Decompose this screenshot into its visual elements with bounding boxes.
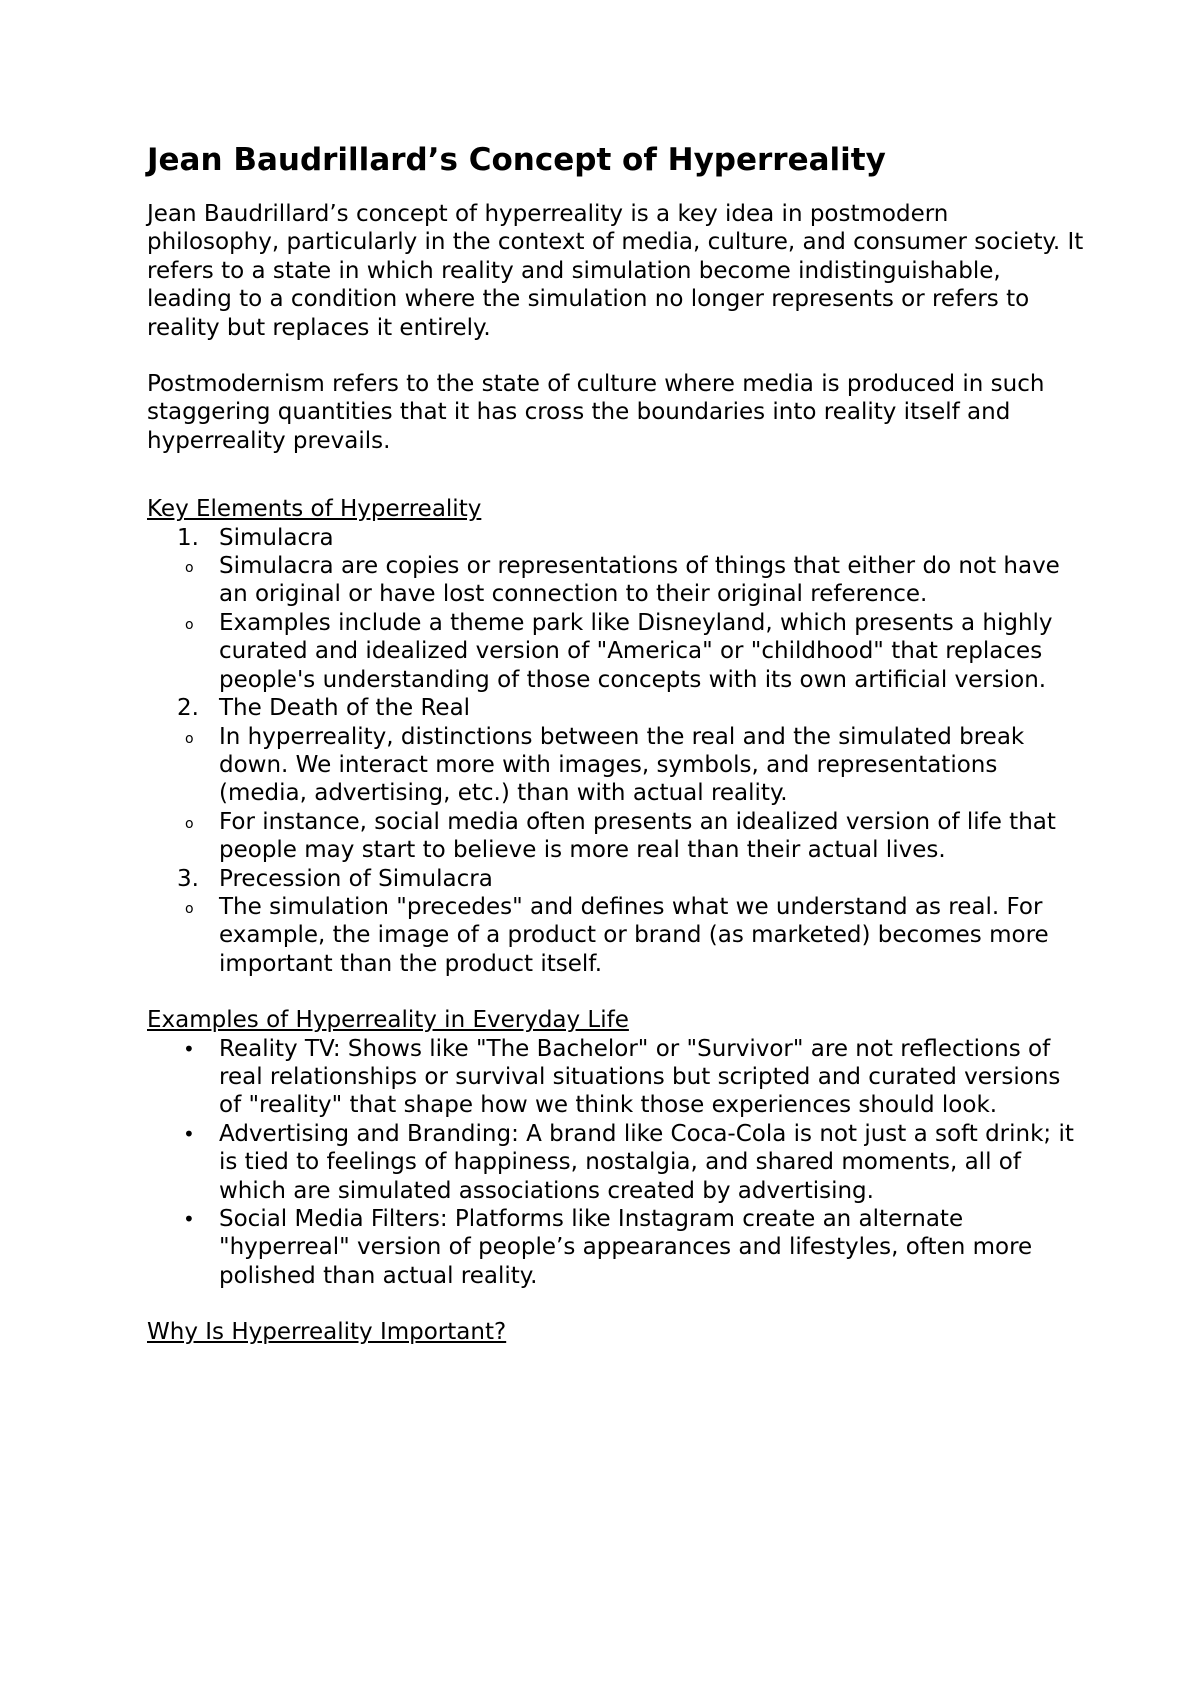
bullet-icon: • xyxy=(183,1207,195,1231)
list-item xyxy=(147,694,1087,722)
sub-list-item xyxy=(185,552,1087,609)
sub-item-text: In hyperreality, distinctions between the real and the simulated break down. We interact more with images, symbols, and representations (media, advertising, etc.) than with actual reality. xyxy=(219,723,1025,807)
sub-list xyxy=(147,723,1087,865)
list-number: 2. xyxy=(177,695,199,722)
circle-bullet-icon: o xyxy=(185,815,194,832)
spacer xyxy=(147,978,1087,1006)
examples-heading: Examples of Hyperreality in Everyday Life xyxy=(147,1007,629,1034)
list-item-label: Simulacra xyxy=(219,524,334,551)
sub-list xyxy=(147,552,1087,694)
circle-bullet-icon: o xyxy=(185,560,194,577)
sub-list xyxy=(147,893,1087,978)
sub-list-item xyxy=(185,893,1087,978)
sub-list-item xyxy=(185,808,1087,865)
why-heading: Why Is Hyperreality Important? xyxy=(147,1319,507,1346)
list-item xyxy=(147,893,1087,978)
list-item xyxy=(147,1035,1087,1120)
list-item-label: Precession of Simulacra xyxy=(219,865,493,892)
circle-bullet-icon: o xyxy=(185,730,194,747)
document-page xyxy=(147,140,1087,1347)
bullet-icon: • xyxy=(183,1121,195,1146)
sub-item-text: Examples include a theme park like Disneyland, which presents a highly curated and idealized version of "America" or "childhood" that replaces people's understanding of those concepts with its own artificial version. xyxy=(219,609,1053,693)
circle-bullet-icon: o xyxy=(185,900,194,917)
intro-paragraph-1: Jean Baudrillard’s concept of hyperreality is a key idea in postmodern philosophy, particularly in the context of media, culture, and consumer society. It refers to a state in which reality and simulation become indistinguishable, leading to a condition where the simulation no longer represents or refers to reality but replaces it entirely. xyxy=(147,201,1084,341)
list-item xyxy=(147,723,1087,865)
list-item xyxy=(147,524,1087,552)
sub-list-item xyxy=(185,609,1087,694)
sub-item-text: For instance, social media often presents an idealized version of life that people may start to believe is more real than their actual lives. xyxy=(219,808,1056,864)
sub-item-text: The simulation "precedes" and defines what we understand as real. For example, the image of a product or brand (as marketed) becomes more important than the product itself. xyxy=(219,893,1049,977)
examples-list xyxy=(147,1035,1087,1291)
list-item xyxy=(147,1120,1087,1205)
intro-paragraph-2: Postmodernism refers to the state of culture where media is produced in such staggering quantities that it has cross the boundaries into reality itself and hyperreality prevails. xyxy=(147,371,1045,454)
list-item xyxy=(147,1205,1087,1290)
bullet-icon: • xyxy=(183,1036,195,1061)
list-number: 3. xyxy=(177,865,199,892)
list-item xyxy=(147,865,1087,893)
list-item-label: The Death of the Real xyxy=(219,695,471,722)
sub-item-text: Simulacra are copies or representations of things that either do not have an original or have lost connection to their original reference. xyxy=(219,553,1060,608)
key-elements-heading: Key Elements of Hyperreality xyxy=(147,496,482,523)
key-elements-list xyxy=(147,524,1087,979)
document-title: Jean Baudrillard’s Concept of Hyperreality xyxy=(147,142,886,178)
sub-list-item xyxy=(185,723,1087,808)
list-item xyxy=(147,552,1087,694)
example-text: Social Media Filters: Platforms like Instagram create an alternate "hyperreal" version of people’s appearances and lifestyles, often more polished than actual reality. xyxy=(219,1206,1033,1289)
circle-bullet-icon: o xyxy=(185,616,194,633)
list-number: 1. xyxy=(177,524,199,551)
example-text: Advertising and Branding: A brand like Coca-Cola is not just a soft drink; it is tied to feelings of happiness, nostalgia, and shared moments, all of which are simulated associations created by advertising. xyxy=(219,1120,1074,1204)
example-text: Reality TV: Shows like "The Bachelor" or "Survivor" are not reflections of real relationships or survival situations but scripted and curated versions of "reality" that shape how we think those experiences should look. xyxy=(219,1035,1061,1119)
